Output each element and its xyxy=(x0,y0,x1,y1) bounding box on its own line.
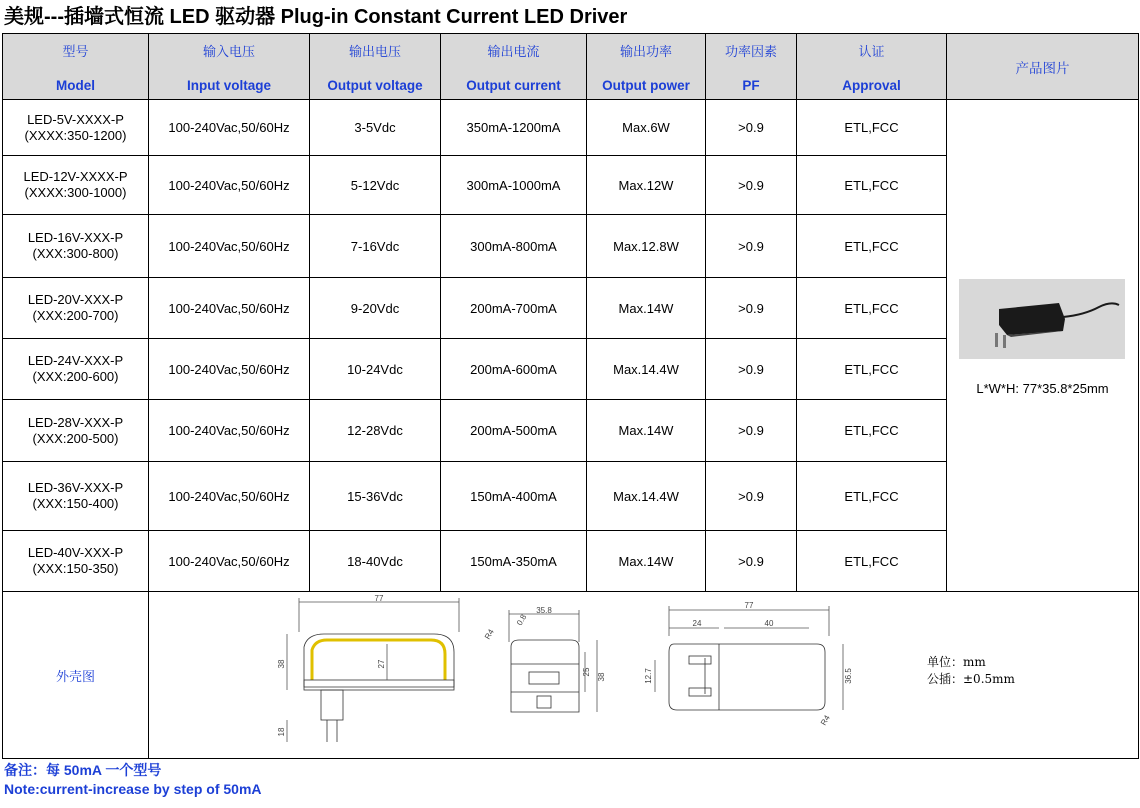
top-view-drawing xyxy=(655,606,843,710)
output-current-cell: 300mA-800mA xyxy=(441,215,587,278)
table-row xyxy=(3,100,1139,156)
output-current-cell: 150mA-400mA xyxy=(441,462,587,531)
dim-height-25: 25 xyxy=(582,667,591,677)
input-cell: 100-240Vac,50/60Hz xyxy=(149,462,310,531)
pf-cell: >0.9 xyxy=(706,339,797,400)
side-view-drawing xyxy=(287,598,459,742)
tolerance-line: 公插：±0.5mm xyxy=(927,672,1015,686)
outline-row xyxy=(3,592,1139,759)
model-cell: LED-28V-XXX-P (XXX:200-500) xyxy=(3,400,149,462)
pf-cell: >0.9 xyxy=(706,278,797,339)
outline-drawing xyxy=(149,592,1138,758)
pf-cell: >0.9 xyxy=(706,400,797,462)
dim-height-38: 38 xyxy=(277,659,286,669)
output-voltage-cell: 5-12Vdc xyxy=(310,156,441,215)
pf-cell: >0.9 xyxy=(706,100,797,156)
output-voltage-cell: 15-36Vdc xyxy=(310,462,441,531)
page-title: 美规---插墙式恒流 LED 驱动器 Plug-in Constant Current LED Driver xyxy=(4,6,628,28)
model-cell: LED-40V-XXX-P (XXX:150-350) xyxy=(3,531,149,592)
output-voltage-cell: 7-16Vdc xyxy=(310,215,441,278)
output-power-cell: Max.14.4W xyxy=(587,462,706,531)
output-power-cell: Max.14W xyxy=(587,278,706,339)
input-cell: 100-240Vac,50/60Hz xyxy=(149,400,310,462)
pf-cell: >0.9 xyxy=(706,531,797,592)
input-cell: 100-240Vac,50/60Hz xyxy=(149,215,310,278)
col-header-approval: 认证 Approval xyxy=(797,34,947,100)
output-current-cell: 350mA-1200mA xyxy=(441,100,587,156)
pf-cell: >0.9 xyxy=(706,215,797,278)
approval-cell: ETL,FCC xyxy=(797,215,947,278)
approval-cell: ETL,FCC xyxy=(797,156,947,215)
dim-plug-18: 18 xyxy=(277,727,286,737)
dim-length: 77 xyxy=(374,594,384,603)
col-header-pf: 功率因素 PF xyxy=(706,34,797,100)
output-power-cell: Max.6W xyxy=(587,100,706,156)
dim-r4b: R4 xyxy=(818,713,832,727)
approval-cell: ETL,FCC xyxy=(797,462,947,531)
note-zh: 备注：每 50mA 一个型号 xyxy=(4,762,162,778)
dim-width-35: 35.8 xyxy=(536,606,552,615)
col-header-output-current: 输出电流 Output current xyxy=(441,34,587,100)
output-power-cell: Max.14W xyxy=(587,400,706,462)
model-cell: LED-5V-XXXX-P (XXXX:350-1200) xyxy=(3,100,149,156)
dim-12-7: 12.7 xyxy=(644,668,653,684)
approval-cell: ETL,FCC xyxy=(797,400,947,462)
model-cell: LED-16V-XXX-P (XXX:300-800) xyxy=(3,215,149,278)
output-voltage-cell: 12-28Vdc xyxy=(310,400,441,462)
input-cell: 100-240Vac,50/60Hz xyxy=(149,100,310,156)
approval-cell: ETL,FCC xyxy=(797,531,947,592)
col-header-output-voltage: 输出电压 Output voltage xyxy=(310,34,441,100)
pf-cell: >0.9 xyxy=(706,156,797,215)
col-header-photo: 产品图片 xyxy=(947,34,1139,100)
dim-height-27: 27 xyxy=(377,659,386,669)
approval-cell: ETL,FCC xyxy=(797,278,947,339)
photo-caption: L*W*H: 77*35.8*25mm xyxy=(976,380,1109,396)
output-power-cell: Max.14.4W xyxy=(587,339,706,400)
spec-table xyxy=(2,33,1139,759)
output-voltage-cell: 3-5Vdc xyxy=(310,100,441,156)
dim-0-8: 0.8 xyxy=(514,612,529,627)
input-cell: 100-240Vac,50/60Hz xyxy=(149,339,310,400)
pf-cell: >0.9 xyxy=(706,462,797,531)
output-current-cell: 200mA-600mA xyxy=(441,339,587,400)
input-cell: 100-240Vac,50/60Hz xyxy=(149,531,310,592)
output-voltage-cell: 10-24Vdc xyxy=(310,339,441,400)
outline-label: 外壳图 xyxy=(3,592,149,759)
output-current-cell: 200mA-700mA xyxy=(441,278,587,339)
unit-line: 单位：mm xyxy=(927,655,986,669)
dim-40: 40 xyxy=(764,619,774,628)
output-voltage-cell: 9-20Vdc xyxy=(310,278,441,339)
note-en: Note:current-increase by step of 50mA xyxy=(4,781,262,797)
output-power-cell: Max.14W xyxy=(587,531,706,592)
header-row xyxy=(3,34,1139,100)
dim-24: 24 xyxy=(692,619,702,628)
input-cell: 100-240Vac,50/60Hz xyxy=(149,278,310,339)
outline-drawing-cell xyxy=(149,592,1139,759)
approval-cell: ETL,FCC xyxy=(797,339,947,400)
approval-cell: ETL,FCC xyxy=(797,100,947,156)
model-cell: LED-24V-XXX-P (XXX:200-600) xyxy=(3,339,149,400)
dim-r4: R4 xyxy=(482,627,496,641)
dim-height-38b: 38 xyxy=(597,672,606,682)
output-power-cell: Max.12W xyxy=(587,156,706,215)
model-cell: LED-12V-XXXX-P (XXXX:300-1000) xyxy=(3,156,149,215)
dim-top-77: 77 xyxy=(744,601,754,610)
output-power-cell: Max.12.8W xyxy=(587,215,706,278)
notes xyxy=(4,761,262,799)
output-current-cell: 150mA-350mA xyxy=(441,531,587,592)
model-cell: LED-36V-XXX-P (XXX:150-400) xyxy=(3,462,149,531)
col-header-output-power: 输出功率 Output power xyxy=(587,34,706,100)
dim-36-5: 36.5 xyxy=(844,668,853,684)
units-note xyxy=(927,654,1015,688)
model-cell: LED-20V-XXX-P (XXX:200-700) xyxy=(3,278,149,339)
col-header-model: 型号 Model xyxy=(3,34,149,100)
output-current-cell: 200mA-500mA xyxy=(441,400,587,462)
output-voltage-cell: 18-40Vdc xyxy=(310,531,441,592)
col-header-input: 输入电压 Input voltage xyxy=(149,34,310,100)
photo-cell xyxy=(947,100,1139,592)
product-photo xyxy=(959,279,1125,359)
output-current-cell: 300mA-1000mA xyxy=(441,156,587,215)
input-cell: 100-240Vac,50/60Hz xyxy=(149,156,310,215)
